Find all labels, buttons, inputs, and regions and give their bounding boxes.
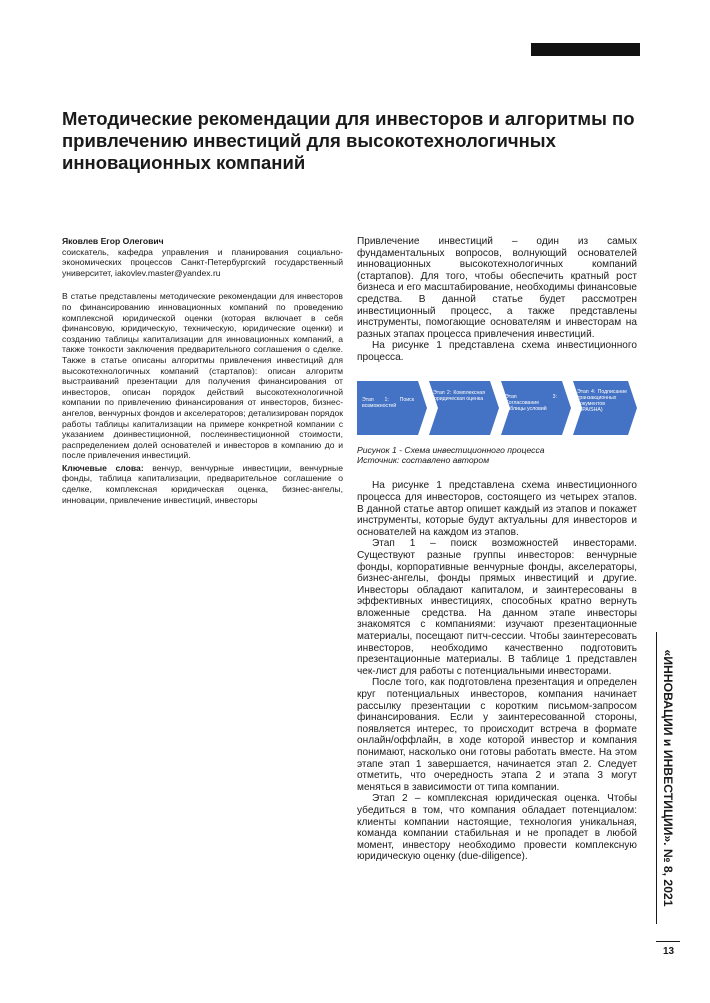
- article-title: Методические рекомендации для инвесторов и алгоритмы по привлечению инвестиций для высокотехнологичных инновационных компаний: [62, 108, 635, 173]
- figure-caption-source: Источник: составлено автором: [357, 454, 490, 465]
- figure-caption: [357, 445, 637, 466]
- body-paragraph-4: Этап 1 – поиск возможностей инвесторами. Существуют разные группы инвесторов: венчурные фонды, корпоративные венчурные фонды, акселераторы, бизнес-ангелы, фонды прямых инвестиций и другие. Инвесторы обладают капиталом, и заинтересованы в эффективных инвестициях, способных кратно вернуть вложенные средства. На данном этапе инвесторы знакомятся с компаниями: изучают презентационные материалы, посещают питч-сессии. Чтобы заинтересовать инвесторов, необходимо качественно подготовить презентационные материалы. В таблице 1 представлен чек-лист для работы с потенциальными инвесторами.: [357, 538, 637, 677]
- stage-label-2: Этап 2: Комплексная юридическая оценка: [433, 389, 485, 402]
- page-number-rule: [656, 941, 680, 942]
- left-column: [62, 236, 343, 505]
- stage-label-4: Этап 4: Подписание транзакционных документов (SPA/SHA): [577, 388, 627, 414]
- abstract: В статье представлены методические рекомендации для инвесторов по финансированию инновационных компаний по проведению комплексной юридической оценки (которая включает в себя финансовую, юридическую, техническую, юридические оценки) и созданию таблицы капитализации для инновационных компаний, а также тонкости заключения предварительного соглашения о сделке. Также в статье описаны алгоритмы привлечения инвестиций для высокотехнологичных компаний (стартапов): описан алгоритм выстраиваний презентации для получения финансирования от инвесторов, описан порядок действий высокотехнологичной компании по привлечению финансирования от инвесторов, бизнес-ангелов, венчурных фондов и акселераторов; детализирован порядок работы таблицы капитализации на примере конкретной компании с указанием доинвестиционной, послеинвестиционной стоимости, распределением долей основателей и инвесторов в компанию до и после привлечения инвестиций.: [62, 291, 343, 461]
- body-paragraph-6: Этап 2 – комплексная юридическая оценка. Чтобы убедиться в том, что компания обладает потенциалом: клиенты компании настоящие, технология уникальная, команда компании стабильная и не пропадет в любой момент, инвестору необходимо провести комплексную юридическую оценку (due-diligence).: [357, 793, 637, 863]
- investment-process-figure: [357, 377, 637, 439]
- right-column: [357, 236, 637, 863]
- stage-label-3: Этап 3: Согласование таблицы условий: [505, 393, 557, 413]
- page-number: 13: [663, 946, 675, 957]
- journal-side-label: «ИННОВАЦИИ и ИНВЕСТИЦИИ». № 8, 2021: [661, 649, 675, 907]
- body-paragraph-2: На рисунке 1 представлена схема инвестиционного процесса.: [357, 340, 637, 363]
- header-bar: [531, 43, 640, 56]
- keywords-text: венчур, венчурные инвестиции, венчурные фонды, таблица капитализации, предварительное соглашение о сделке, комплексная юридическая оценка, бизнес-ангелы, инновации, привлечение инвестиций, инвесторы: [62, 462, 343, 505]
- keywords-label: Ключевые слова:: [62, 462, 144, 473]
- author-affiliation: соискатель, кафедра управления и планирования социально-экономических процессов Санкт-Петербургский государственный университет, iakovlev.master@yandex.ru: [62, 246, 343, 278]
- stage-label-1: Этап 1: Поиск возможностей: [362, 396, 414, 409]
- body-paragraph-1: Привлечение инвестиций – один из самых фундаментальных вопросов, волнующий основателей инновационных высокотехнологичных компаний (стартапов). Для того, чтобы обеспечить кратный рост бизнеса и его масштабирование, необходимы финансовые средства. В данной статье будет рассмотрен инвестиционный процесс, а также представлены инструменты, помогающие основателям и инвесторам на разных этапах процесса привлечения инвестиций.: [357, 236, 637, 340]
- author-name: Яковлев Егор Олегович: [62, 236, 164, 246]
- figure-caption-title: Рисунок 1 - Схема инвестиционного процесса: [357, 444, 545, 455]
- keywords: [62, 463, 343, 505]
- body-paragraph-5: После того, как подготовлена презентация и определен круг потенциальных инвесторов, компания начинает рассылку презентации с коротким письмом-запросом финансирования. Если у заинтересованной стороны, появляется интерес, то происходит встреча в формате онлайн/оффлайн, в ходе которой инвестор и компания понимают, насколько они готовы работать вместе. На этом этапе этап 1 завершается, начинается этап 2. Следует отметить, что очередность этапа 2 и этапа 3 могут меняться в зависимости от типа компании.: [357, 677, 637, 793]
- body-paragraph-3: На рисунке 1 представлена схема инвестиционного процесса для инвесторов, состоящего из четырех этапов. В данной статье автор опишет каждый из этапов и покажет инструменты, которые будут актуальны для инвесторов и основателей на каждом из этапов.: [357, 480, 637, 538]
